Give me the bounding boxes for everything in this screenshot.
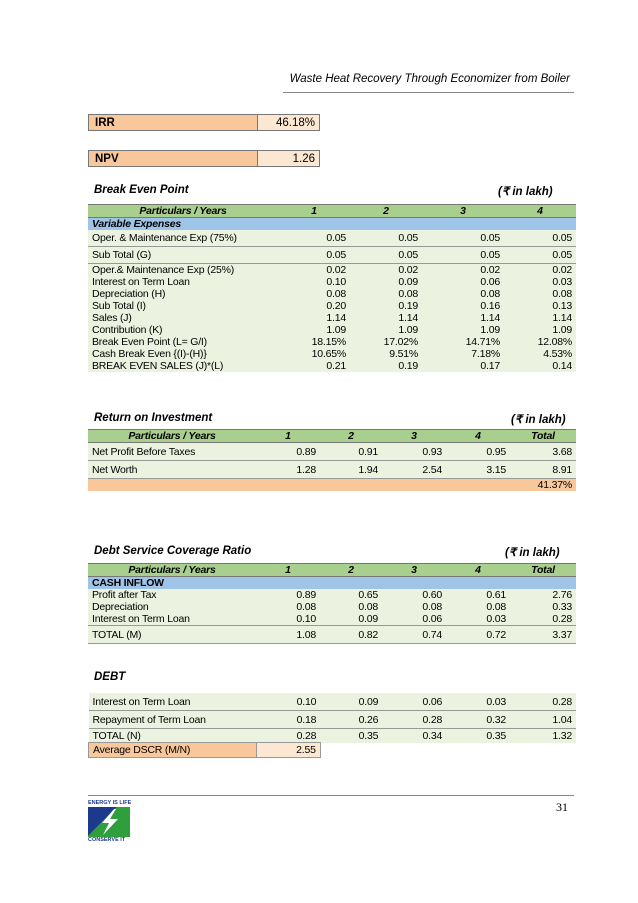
value-cell: 0.09 — [320, 693, 382, 711]
dscr-average-label: Average DSCR (M/N) — [89, 743, 257, 758]
value-cell: 0.16 — [422, 300, 504, 312]
value-cell: 0.19 — [350, 360, 422, 372]
value-cell: 0.10 — [256, 693, 320, 711]
row-label-cell: Interest on Term Loan — [88, 613, 256, 626]
row-label-cell: Oper.& Maintenance Exp (25%) — [88, 264, 278, 277]
value-cell: 0.95 — [446, 443, 510, 461]
table-row — [88, 247, 576, 264]
row-label-cell: Cash Break Even {(I)-(H)} — [88, 348, 278, 360]
value-cell: 0.06 — [382, 613, 446, 626]
spacer-cell — [88, 479, 510, 492]
npv-box — [88, 150, 320, 168]
value-cell: 2.54 — [382, 461, 446, 479]
header-cell: 2 — [320, 430, 382, 443]
row-label-cell: Repayment of Term Loan — [89, 711, 257, 729]
value-cell: 1.04 — [510, 711, 576, 729]
value-cell: 0.20 — [278, 300, 350, 312]
value-cell: 0.14 — [504, 360, 576, 372]
irr-label: IRR — [88, 114, 258, 131]
table-row — [88, 336, 576, 348]
npv-value: 1.26 — [258, 150, 320, 167]
running-header: Waste Heat Recovery Through Economizer from Boiler — [289, 73, 570, 85]
value-cell: 0.08 — [382, 601, 446, 613]
header-cell: Particulars / Years — [88, 205, 278, 218]
table-row — [88, 601, 576, 613]
subheader-cell: CASH INFLOW — [88, 577, 576, 590]
value-cell: 0.03 — [446, 613, 510, 626]
row-label-cell: Depreciation — [88, 601, 256, 613]
header-cell: 3 — [382, 564, 446, 577]
value-cell: 0.28 — [382, 711, 446, 729]
logo-tagline-top: ENERGY IS LIFE — [88, 800, 132, 806]
roi-unit: (₹ in lakh) — [511, 414, 566, 426]
value-cell: 0.05 — [504, 247, 576, 264]
value-cell: 0.28 — [510, 693, 576, 711]
value-cell: 1.32 — [510, 729, 576, 743]
value-cell: 0.08 — [278, 288, 350, 300]
value-cell: 0.21 — [278, 360, 350, 372]
header-cell: 3 — [382, 430, 446, 443]
row-label-cell: Interest on Term Loan — [89, 693, 257, 711]
row-label-cell: Break Even Point (L= G/I) — [88, 336, 278, 348]
row-label-cell: Depreciation (H) — [88, 288, 278, 300]
table-row — [88, 312, 576, 324]
value-cell: 0.10 — [278, 276, 350, 288]
debt-title: DEBT — [94, 671, 126, 683]
table-row — [88, 443, 576, 461]
value-cell: 10.65% — [278, 348, 350, 360]
header-cell: Particulars / Years — [88, 564, 256, 577]
value-cell: 0.19 — [350, 300, 422, 312]
value-cell: 0.08 — [446, 601, 510, 613]
value-cell: 0.05 — [278, 230, 350, 247]
table-row — [88, 348, 576, 360]
row-label-cell: Interest on Term Loan — [88, 276, 278, 288]
value-cell: 0.91 — [320, 443, 382, 461]
irr-box — [88, 114, 320, 132]
table-row — [88, 613, 576, 626]
value-cell: 0.13 — [504, 300, 576, 312]
value-cell: 0.05 — [350, 247, 422, 264]
header-cell: 2 — [320, 564, 382, 577]
row-label-cell: Sub Total (G) — [88, 247, 278, 264]
value-cell: 0.02 — [422, 264, 504, 277]
value-cell: 0.05 — [504, 230, 576, 247]
value-cell: 1.08 — [256, 626, 320, 644]
value-cell: 0.09 — [350, 276, 422, 288]
header-cell: 1 — [278, 205, 350, 218]
row-label-cell: Sub Total (I) — [88, 300, 278, 312]
value-cell: 0.05 — [350, 230, 422, 247]
value-cell: 0.08 — [422, 288, 504, 300]
row-label-cell: BREAK EVEN SALES (J)*(L) — [88, 360, 278, 372]
value-cell: 0.61 — [446, 589, 510, 601]
dscr-average-value: 2.55 — [256, 743, 320, 758]
value-cell: 0.08 — [256, 601, 320, 613]
value-cell: 0.03 — [504, 276, 576, 288]
row-label-cell: TOTAL (M) — [88, 626, 256, 644]
value-cell: 0.82 — [320, 626, 382, 644]
value-cell: 3.68 — [510, 443, 576, 461]
break-even-unit: (₹ in lakh) — [498, 186, 553, 198]
npv-label: NPV — [88, 150, 258, 167]
value-cell: 0.03 — [446, 693, 510, 711]
dscr-title: Debt Service Coverage Ratio — [94, 545, 252, 557]
value-cell: 0.02 — [350, 264, 422, 277]
row-label-cell: Oper. & Maintenance Exp (75%) — [88, 230, 278, 247]
value-cell: 0.10 — [256, 613, 320, 626]
subheader-cell: Variable Expenses — [88, 218, 576, 231]
value-cell: 0.02 — [278, 264, 350, 277]
table-row — [88, 264, 576, 277]
row-label-cell: Sales (J) — [88, 312, 278, 324]
logo-tagline-bottom: CONSERVE IT — [88, 837, 126, 843]
row-label-cell: Profit after Tax — [88, 589, 256, 601]
header-cell: 4 — [446, 430, 510, 443]
value-cell: 0.32 — [446, 711, 510, 729]
value-cell: 0.28 — [510, 613, 576, 626]
value-cell: 12.08% — [504, 336, 576, 348]
value-cell: 4.53% — [504, 348, 576, 360]
table-row — [88, 324, 576, 336]
table-header-row — [88, 430, 576, 443]
value-cell: 3.37 — [510, 626, 576, 644]
value-cell: 0.09 — [320, 613, 382, 626]
value-cell: 0.05 — [278, 247, 350, 264]
table-header-row — [88, 564, 576, 577]
table-row — [88, 300, 576, 312]
value-cell: 14.71% — [422, 336, 504, 348]
value-cell: 0.02 — [504, 264, 576, 277]
row-label-cell: Net Profit Before Taxes — [88, 443, 256, 461]
value-cell: 1.09 — [504, 324, 576, 336]
spacer-cell — [320, 743, 576, 758]
value-cell: 9.51% — [350, 348, 422, 360]
irr-value: 46.18% — [258, 114, 320, 131]
lightning-icon — [88, 807, 130, 837]
value-cell: 1.28 — [256, 461, 320, 479]
table-row — [88, 360, 576, 372]
value-cell: 0.89 — [256, 589, 320, 601]
value-cell: 8.91 — [510, 461, 576, 479]
table-row — [88, 276, 576, 288]
bee-logo — [88, 800, 133, 846]
value-cell: 1.14 — [278, 312, 350, 324]
value-cell: 0.89 — [256, 443, 320, 461]
table-header-row — [88, 205, 576, 218]
value-cell: 0.72 — [446, 626, 510, 644]
table-row — [89, 711, 577, 729]
value-cell: 17.02% — [350, 336, 422, 348]
page-number: 31 — [556, 800, 568, 814]
value-cell: 0.34 — [382, 729, 446, 743]
break-even-title: Break Even Point — [94, 184, 189, 196]
header-cell: 1 — [256, 564, 320, 577]
roi-table — [88, 429, 576, 491]
table-subheader-row — [88, 218, 576, 231]
row-label-cell: TOTAL (N) — [89, 729, 257, 743]
value-cell: 0.08 — [320, 601, 382, 613]
value-cell: 1.14 — [504, 312, 576, 324]
value-cell: 0.26 — [320, 711, 382, 729]
dscr-average-row — [89, 743, 577, 758]
row-label-cell: Net Worth — [88, 461, 256, 479]
value-cell: 0.06 — [422, 276, 504, 288]
value-cell: 0.18 — [256, 711, 320, 729]
value-cell: 0.05 — [422, 247, 504, 264]
row-label-cell: Contribution (K) — [88, 324, 278, 336]
logo-graphic — [88, 807, 130, 837]
value-cell: 0.35 — [446, 729, 510, 743]
value-cell: 0.05 — [422, 230, 504, 247]
table-subheader-row — [88, 577, 576, 590]
header-cell: 4 — [446, 564, 510, 577]
value-cell: 0.08 — [350, 288, 422, 300]
header-cell: 1 — [256, 430, 320, 443]
value-cell: 1.09 — [278, 324, 350, 336]
table-row — [88, 461, 576, 479]
header-divider — [283, 92, 574, 93]
dscr-unit: (₹ in lakh) — [505, 547, 560, 559]
value-cell: 0.08 — [504, 288, 576, 300]
value-cell: 0.93 — [382, 443, 446, 461]
value-cell: 0.06 — [382, 693, 446, 711]
value-cell: 7.18% — [422, 348, 504, 360]
value-cell: 0.60 — [382, 589, 446, 601]
value-cell: 0.65 — [320, 589, 382, 601]
value-cell: 18.15% — [278, 336, 350, 348]
roi-result-value: 41.37% — [510, 479, 576, 492]
value-cell: 1.14 — [350, 312, 422, 324]
header-cell: 3 — [422, 205, 504, 218]
value-cell: 0.28 — [256, 729, 320, 743]
header-cell: 4 — [504, 205, 576, 218]
table-row — [88, 589, 576, 601]
table-row — [89, 729, 577, 743]
header-cell: Total — [510, 430, 576, 443]
roi-result-row — [88, 479, 576, 492]
roi-title: Return on Investment — [94, 412, 213, 424]
header-cell: Particulars / Years — [88, 430, 256, 443]
value-cell: 3.15 — [446, 461, 510, 479]
value-cell: 2.76 — [510, 589, 576, 601]
header-cell: Total — [510, 564, 576, 577]
table-row — [88, 288, 576, 300]
value-cell: 1.09 — [422, 324, 504, 336]
footer-divider — [88, 795, 574, 796]
value-cell: 0.35 — [320, 729, 382, 743]
value-cell: 1.94 — [320, 461, 382, 479]
table-row — [88, 230, 576, 247]
dscr-table — [88, 563, 576, 644]
value-cell: 0.33 — [510, 601, 576, 613]
debt-table — [88, 693, 576, 758]
table-row — [89, 693, 577, 711]
value-cell: 0.74 — [382, 626, 446, 644]
table-row — [88, 626, 576, 644]
value-cell: 1.14 — [422, 312, 504, 324]
value-cell: 0.17 — [422, 360, 504, 372]
header-cell: 2 — [350, 205, 422, 218]
value-cell: 1.09 — [350, 324, 422, 336]
break-even-table — [88, 204, 576, 372]
